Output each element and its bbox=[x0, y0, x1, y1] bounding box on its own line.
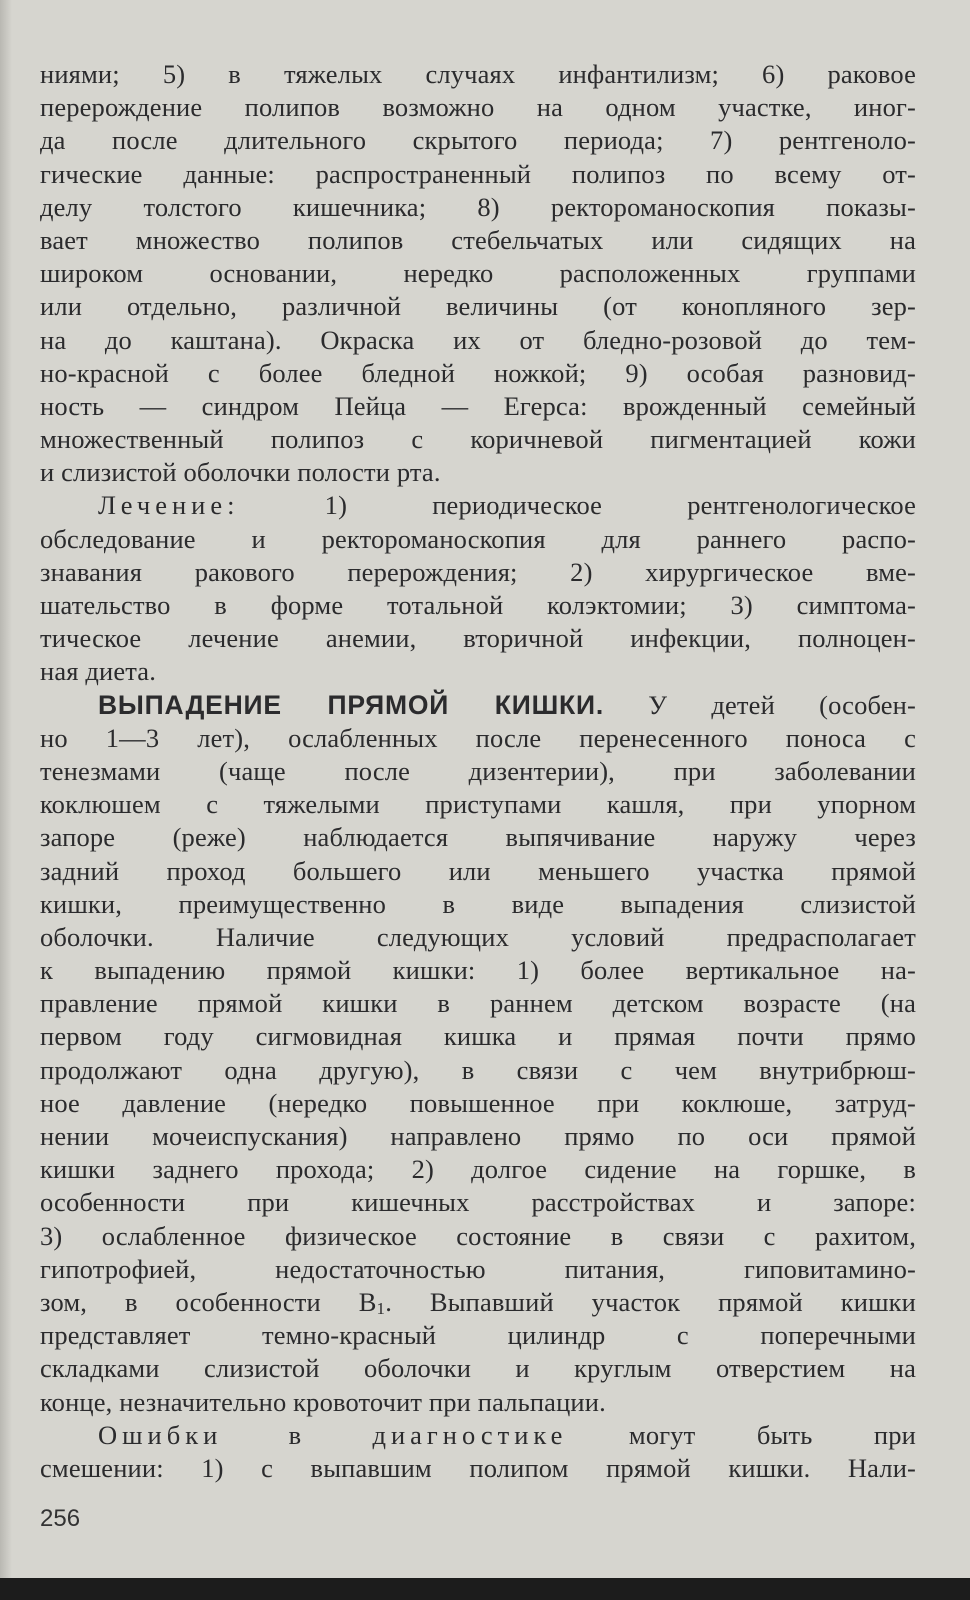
text-line: гипотрофией, недостаточностью питания, гиповитамино- bbox=[40, 1253, 916, 1284]
text-line: смешении: 1) с выпавшим полипом прямой кишки. Нали- bbox=[40, 1452, 916, 1483]
subscript: 1 bbox=[376, 1298, 386, 1318]
text-run: 1) периодическое рентгенологическое bbox=[239, 490, 916, 521]
text-line: кишки заднего прохода; 2) долгое сидение на горшке, в bbox=[40, 1154, 916, 1185]
text-line: ная диета. bbox=[40, 656, 156, 687]
text-line: представляет темно-красный цилиндр с поперечными bbox=[40, 1320, 916, 1351]
text-line: продолжают одна другую), в связи с чем внутрибрюш- bbox=[40, 1054, 916, 1085]
text-line: 3) ослабленное физическое состояние в связи с рахитом, bbox=[40, 1220, 916, 1251]
paragraph-diagnostic-errors bbox=[40, 1419, 916, 1485]
text-line: делу толстого кишечника; 8) ректороманоскопия показы- bbox=[40, 191, 916, 222]
text-line: первом году сигмовидная кишка и прямая почти прямо bbox=[40, 1021, 916, 1052]
book-page bbox=[40, 58, 916, 1485]
text-line bbox=[40, 689, 916, 722]
text-line: ное давление (нередко повышенное при коклюше, затруд- bbox=[40, 1087, 916, 1118]
text-line bbox=[40, 1419, 916, 1452]
text-line: но-красной с более бледной ножкой; 9) особая разновид- bbox=[40, 357, 916, 388]
paragraph-polyposis bbox=[40, 58, 916, 489]
text-line: ниями; 5) в тяжелых случаях инфантилизм; 6) раковое bbox=[40, 59, 916, 89]
paragraph-treatment bbox=[40, 489, 916, 688]
text-run: могут быть при bbox=[567, 1419, 916, 1450]
text-line: особенности при кишечных расстройствах и запоре: bbox=[40, 1187, 916, 1218]
scan-shadow bbox=[0, 1578, 970, 1600]
text-line: да после длительного скрытого периода; 7) рентгеноло- bbox=[40, 125, 916, 156]
text-line: тенезмами (чаще после дизентерии), при заболевании bbox=[40, 755, 916, 786]
text-line: правление прямой кишки в раннем детском возрасте (на bbox=[40, 988, 916, 1019]
text-line: вает множество полипов стебельчатых или сидящих на bbox=[40, 224, 916, 255]
text-line: складками слизистой оболочки и круглым отверстием на bbox=[40, 1353, 916, 1384]
text-run: зом, в особенности B bbox=[40, 1286, 377, 1317]
text-line: гические данные: распространенный полипоз по всему от- bbox=[40, 158, 916, 189]
text-line bbox=[40, 1286, 916, 1319]
text-line: знавания ракового перерождения; 2) хирургическое вме- bbox=[40, 556, 916, 587]
paragraph-rectal-prolapse bbox=[40, 689, 916, 1419]
text-line: шательство в форме тотальной колэктомии; 3) симптома- bbox=[40, 590, 916, 620]
text-run: . Выпавший участок прямой кишки bbox=[385, 1286, 916, 1317]
text-line: или отдельно, различной величины (от конопляного зер- bbox=[40, 291, 916, 322]
text-line: и слизистой оболочки полости рта. bbox=[40, 457, 441, 488]
text-line: обследование и ректороманоскопия для раннего распо- bbox=[40, 523, 916, 554]
text-line: задний проход большего или меньшего участка прямой bbox=[40, 855, 916, 886]
text-line: тическое лечение анемии, вторичной инфекции, полноцен- bbox=[40, 623, 916, 654]
text-line: запоре (реже) наблюдается выпячивание наружу через bbox=[40, 822, 916, 853]
text-line: множественный полипоз с коричневой пигментацией кожи bbox=[40, 424, 916, 455]
text-line: к выпадению прямой кишки: 1) более вертикальное на- bbox=[40, 955, 916, 986]
text-line: конце, незначительно кровоточит при пальпации. bbox=[40, 1386, 606, 1417]
scan-edge bbox=[0, 0, 12, 1600]
text-line: перерождение полипов возможно на одном участке, иног- bbox=[40, 92, 916, 123]
text-run: У детей (особен- bbox=[604, 689, 916, 720]
text-line: оболочки. Наличие следующих условий предрасполагает bbox=[40, 921, 916, 952]
errors-label: Ошибки в диагностике bbox=[98, 1419, 568, 1450]
text-line bbox=[40, 489, 916, 522]
text-line: ность — синдром Пейца — Егерса: врожденный семейный bbox=[40, 390, 916, 421]
treatment-label: Лечение: bbox=[98, 490, 240, 521]
text-line: но 1—3 лет), ослабленных после перенесенного поноса с bbox=[40, 722, 916, 753]
text-line: коклюшем с тяжелыми приступами кашля, при упорном bbox=[40, 789, 916, 820]
page-number: 256 bbox=[40, 1505, 81, 1532]
text-line: нении мочеиспускания) направлено прямо по оси прямой bbox=[40, 1121, 916, 1151]
text-line: кишки, преимущественно в виде выпадения слизистой bbox=[40, 888, 916, 919]
section-heading: ВЫПАДЕНИЕ ПРЯМОЙ КИШКИ. bbox=[98, 689, 604, 720]
text-line: широком основании, нередко расположенных группами bbox=[40, 258, 916, 289]
text-line: на до каштана). Окраска их от бледно-розовой до тем- bbox=[40, 324, 916, 355]
